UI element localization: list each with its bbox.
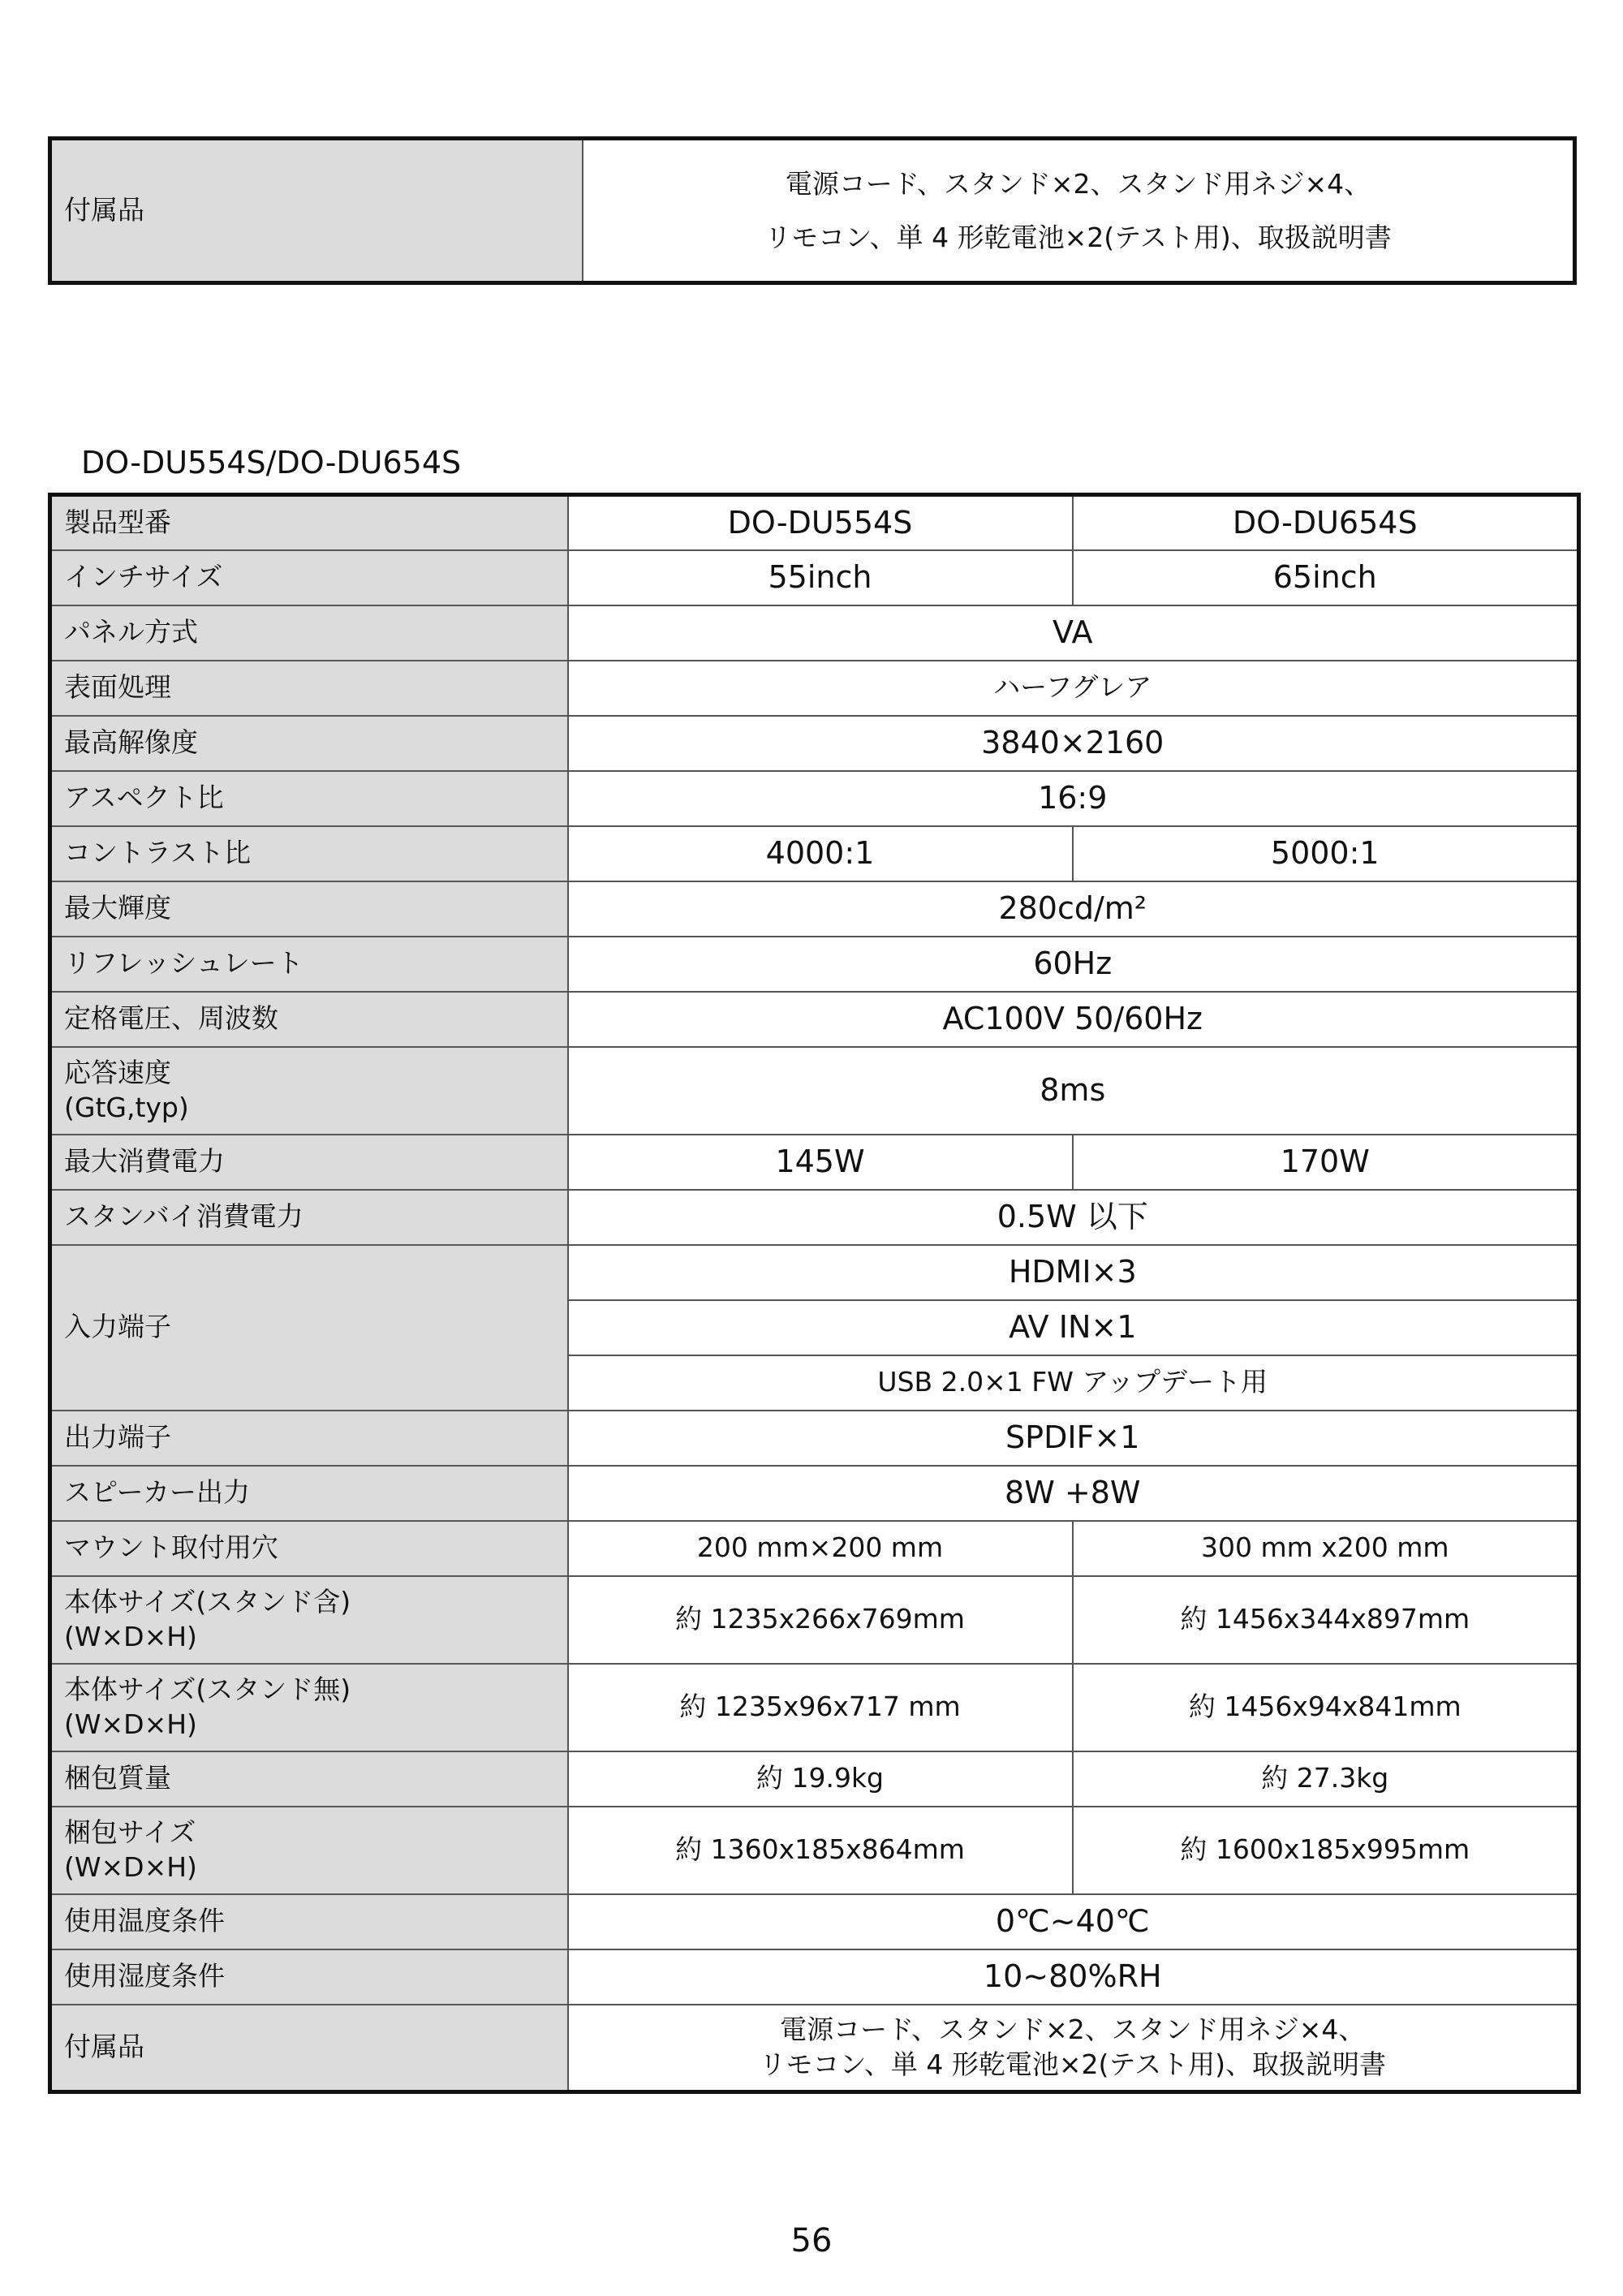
row-label [50, 1576, 568, 1664]
table-row [50, 1245, 1579, 1300]
label-line: (W×D×H) [64, 1620, 197, 1652]
value: 16:9 [568, 771, 1579, 826]
value: 8ms [568, 1047, 1579, 1135]
row-label: 表面処理 [50, 661, 568, 716]
value-b: 約 27.3kg [1073, 1751, 1579, 1807]
table-row [50, 1190, 1579, 1245]
table-row [50, 1466, 1579, 1521]
label-line: 梱包サイズ [64, 1816, 196, 1848]
value: VA [568, 605, 1579, 661]
value: 0℃~40℃ [568, 1894, 1579, 1949]
value-a: 200 mm×200 mm [568, 1521, 1073, 1576]
table-row [50, 881, 1579, 937]
table-row [50, 1521, 1579, 1576]
table-row [50, 1411, 1579, 1466]
value: 60Hz [568, 937, 1579, 992]
row-label: 定格電圧、周波数 [50, 992, 568, 1047]
value: 8W +8W [568, 1466, 1579, 1521]
row-label: 付属品 [50, 139, 583, 283]
table-row [50, 1894, 1579, 1949]
value-a: 145W [568, 1135, 1073, 1190]
row-label: パネル方式 [50, 605, 568, 661]
table-row [50, 550, 1579, 605]
value-b: 約 1600x185x995mm [1073, 1807, 1579, 1894]
row-label: 製品型番 [50, 495, 568, 550]
row-label: スタンバイ消費電力 [50, 1190, 568, 1245]
row-label: 最大輝度 [50, 881, 568, 937]
value-line: 電源コード、スタンド×2、スタンド用ネジ×4、 [785, 167, 1371, 200]
label-line: (GtG,typ) [64, 1091, 189, 1123]
row-label: 出力端子 [50, 1411, 568, 1466]
row-value [583, 139, 1575, 283]
row-label [50, 1807, 568, 1894]
row-label: インチサイズ [50, 550, 568, 605]
value-a: 55inch [568, 550, 1073, 605]
value: 3840×2160 [568, 716, 1579, 771]
value-b: 65inch [1073, 550, 1579, 605]
row-label: 最高解像度 [50, 716, 568, 771]
value-b: 約 1456x344x897mm [1073, 1576, 1579, 1664]
table-row [50, 495, 1579, 550]
value: 280cd/m² [568, 881, 1579, 937]
value-b: 300 mm x200 mm [1073, 1521, 1579, 1576]
value: USB 2.0×1 FW アップデート用 [568, 1355, 1579, 1411]
row-label: 最大消費電力 [50, 1135, 568, 1190]
value-line: リモコン、単 4 形乾電池×2(テスト用)、取扱説明書 [764, 221, 1392, 253]
value: AC100V 50/60Hz [568, 992, 1579, 1047]
row-label: アスペクト比 [50, 771, 568, 826]
value: SPDIF×1 [568, 1411, 1579, 1466]
value-a: 4000:1 [568, 826, 1073, 881]
row-label: スピーカー出力 [50, 1466, 568, 1521]
value: ハーフグレア [568, 661, 1579, 716]
row-label [50, 1047, 568, 1135]
row-label: マウント取付用穴 [50, 1521, 568, 1576]
table-row [50, 937, 1579, 992]
value-a: 約 19.9kg [568, 1751, 1073, 1807]
row-label: 使用温度条件 [50, 1894, 568, 1949]
value [568, 2005, 1579, 2092]
row-label: 梱包質量 [50, 1751, 568, 1807]
table-row [50, 1047, 1579, 1135]
label-line: (W×D×H) [64, 1708, 197, 1740]
table-row [50, 1664, 1579, 1751]
value-b: 170W [1073, 1135, 1579, 1190]
table-row [50, 1576, 1579, 1664]
value-b: 約 1456x94x841mm [1073, 1664, 1579, 1751]
spec-table [48, 493, 1581, 2094]
label-line: 応答速度 [64, 1056, 171, 1088]
value-b: 5000:1 [1073, 826, 1579, 881]
value-a: 約 1360x185x864mm [568, 1807, 1073, 1894]
table-row [50, 2005, 1579, 2092]
label-line: 本体サイズ(スタンド無) [64, 1673, 351, 1705]
row-label: コントラスト比 [50, 826, 568, 881]
value: AV IN×1 [568, 1300, 1579, 1355]
value-b: DO-DU654S [1073, 495, 1579, 550]
section-title: DO-DU554S/DO-DU654S [81, 445, 462, 480]
table-row [50, 605, 1579, 661]
row-label: 付属品 [50, 2005, 568, 2092]
value-line: 電源コード、スタンド×2、スタンド用ネジ×4、 [780, 2013, 1366, 2045]
table-row [50, 1807, 1579, 1894]
value-line: リモコン、単 4 形乾電池×2(テスト用)、取扱説明書 [759, 2048, 1386, 2080]
row-label: 入力端子 [50, 1245, 568, 1411]
row-label: 使用湿度条件 [50, 1949, 568, 2005]
table-row [50, 139, 1575, 283]
value-a: DO-DU554S [568, 495, 1073, 550]
value: HDMI×3 [568, 1245, 1579, 1300]
table-row [50, 716, 1579, 771]
table-row [50, 661, 1579, 716]
label-line: (W×D×H) [64, 1850, 197, 1883]
table-row [50, 1751, 1579, 1807]
value: 10~80%RH [568, 1949, 1579, 2005]
label-line: 本体サイズ(スタンド含) [64, 1585, 351, 1618]
accessories-table-previous [48, 136, 1577, 285]
value: 0.5W 以下 [568, 1190, 1579, 1245]
row-label: リフレッシュレート [50, 937, 568, 992]
value-a: 約 1235x96x717 mm [568, 1664, 1073, 1751]
row-label [50, 1664, 568, 1751]
table-row [50, 1949, 1579, 2005]
page-number: 56 [790, 2222, 833, 2259]
value-a: 約 1235x266x769mm [568, 1576, 1073, 1664]
table-row [50, 1135, 1579, 1190]
table-row [50, 826, 1579, 881]
table-row [50, 992, 1579, 1047]
table-row [50, 771, 1579, 826]
